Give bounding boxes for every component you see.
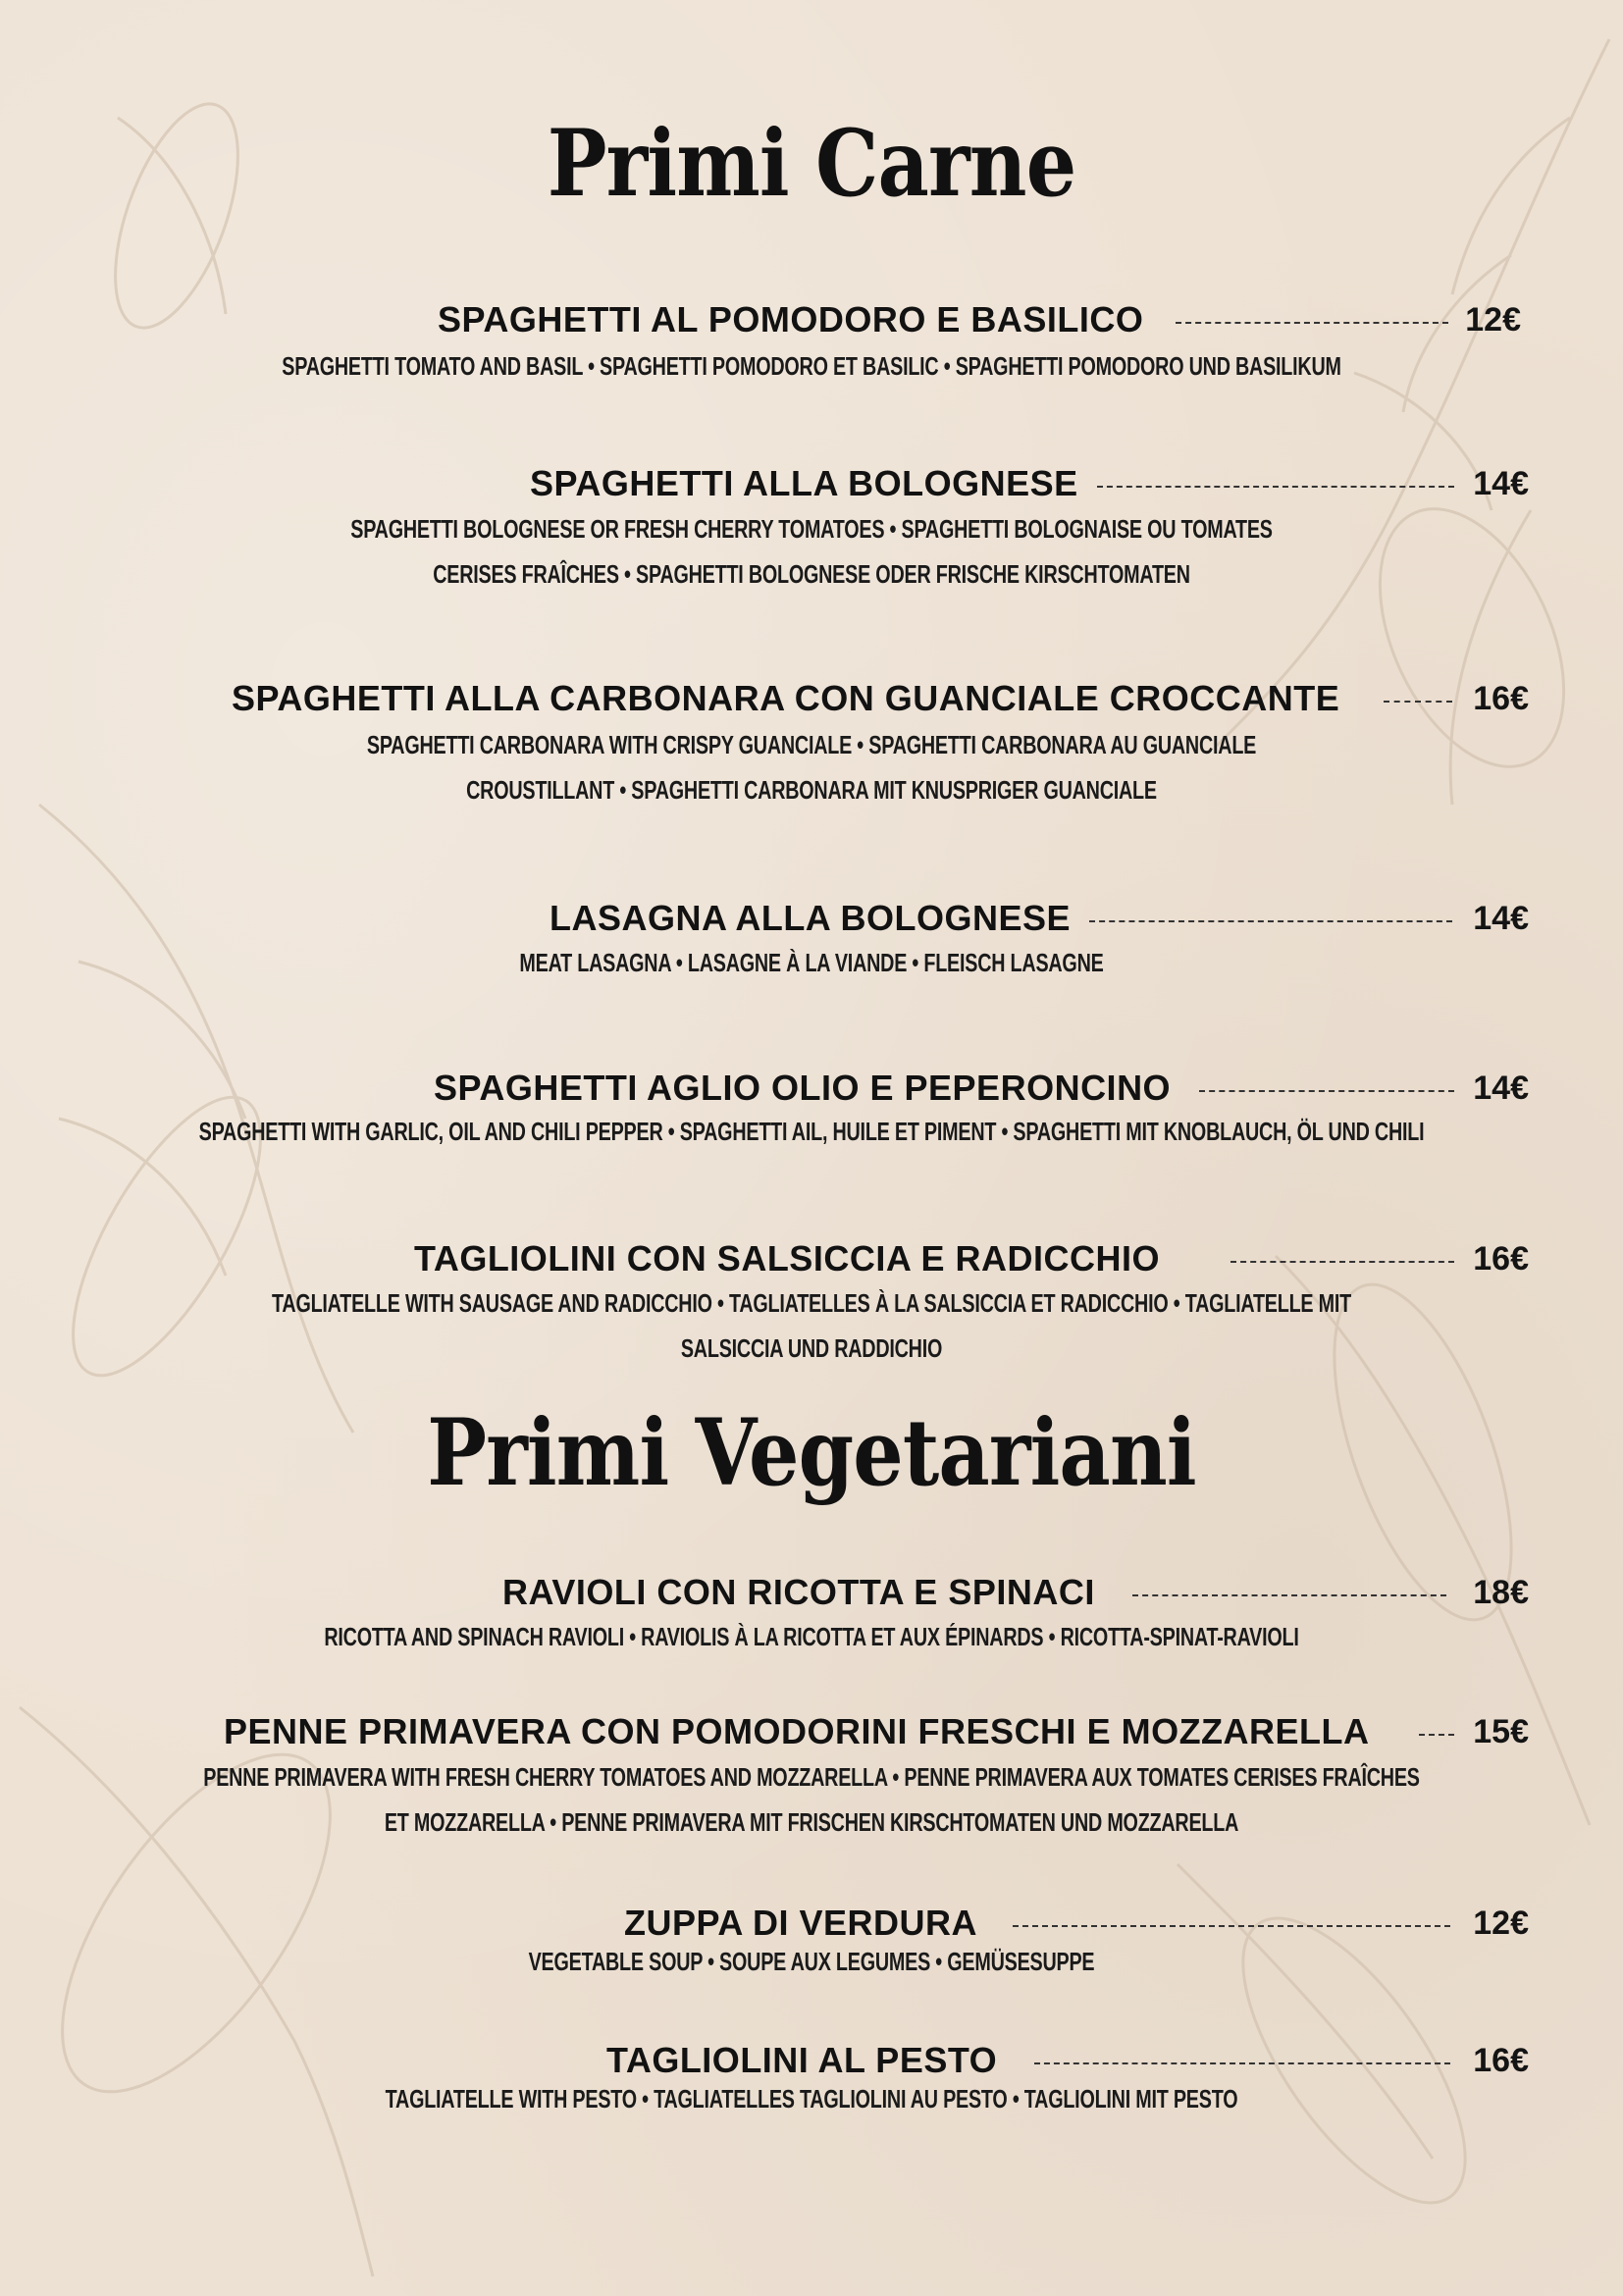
- leader-dots: [1034, 2062, 1450, 2064]
- menu-item-price: 15€: [1473, 1713, 1529, 1750]
- menu-item-description: ET MOZZARELLA • PENNE PRIMAVERA MIT FRISCHEN KIRSCHTOMATEN UND MOZZARELLA: [384, 1807, 1239, 1837]
- menu-item-name: PENNE PRIMAVERA CON POMODORINI FRESCHI E MOZZARELLA: [224, 1711, 1370, 1751]
- menu-item-description: CERISES FRAÎCHES • SPAGHETTI BOLOGNESE ODER FRISCHE KIRSCHTOMATEN: [433, 559, 1190, 589]
- menu-item-description: SPAGHETTI CARBONARA WITH CRISPY GUANCIALE • SPAGHETTI CARBONARA AU GUANCIALE: [366, 730, 1257, 759]
- menu-item-name: LASAGNA ALLA BOLOGNESE: [550, 898, 1071, 938]
- leader-dots: [1089, 920, 1452, 922]
- menu-item-description: MEAT LASAGNA • LASAGNE À LA VIANDE • FLEISCH LASAGNE: [519, 948, 1104, 977]
- menu-item-description: TAGLIATELLE WITH SAUSAGE AND RADICCHIO • TAGLIATELLES À LA SALSICCIA ET RADICCHIO • TAGLIATELLE MIT: [272, 1288, 1351, 1318]
- menu-item-description: SPAGHETTI BOLOGNESE OR FRESH CHERRY TOMATOES • SPAGHETTI BOLOGNAISE OU TOMATES: [350, 514, 1273, 544]
- menu-item-name: SPAGHETTI AGLIO OLIO E PEPERONCINO: [434, 1068, 1172, 1108]
- menu-item-price: 12€: [1465, 301, 1521, 339]
- leader-dots: [1013, 1925, 1450, 1927]
- leader-dots: [1419, 1734, 1454, 1736]
- menu-item-description: PENNE PRIMAVERA WITH FRESH CHERRY TOMATOES AND MOZZARELLA • PENNE PRIMAVERA AUX TOMATES CERISES FRAÎCHES: [203, 1762, 1420, 1792]
- section-title-primi-carne: Primi Carne: [547, 110, 1076, 218]
- leader-dots: [1132, 1594, 1446, 1596]
- menu-item-price: 14€: [1473, 465, 1529, 502]
- menu-item-name: TAGLIOLINI CON SALSICCIA E RADICCHIO: [414, 1238, 1160, 1278]
- menu-item-description: SALSICCIA UND RADDICHIO: [680, 1333, 943, 1363]
- menu-item-price: 18€: [1473, 1574, 1529, 1611]
- menu-item-price: 16€: [1473, 1240, 1529, 1278]
- leader-dots: [1097, 486, 1454, 488]
- leader-dots: [1199, 1090, 1454, 1092]
- menu-item-description: TAGLIATELLE WITH PESTO • TAGLIATELLES TAGLIOLINI AU PESTO • TAGLIOLINI MIT PESTO: [385, 2084, 1238, 2113]
- menu-item-name: RAVIOLI CON RICOTTA E SPINACI: [502, 1572, 1095, 1612]
- menu-item-name: ZUPPA DI VERDURA: [624, 1903, 978, 1943]
- menu-item-name: SPAGHETTI ALLA CARBONARA CON GUANCIALE CROCCANTE: [232, 678, 1340, 718]
- leader-dots: [1176, 322, 1448, 324]
- menu-item-description: SPAGHETTI WITH GARLIC, OIL AND CHILI PEPPER • SPAGHETTI AIL, HUILE ET PIMENT • SPAGHETTI MIT KNOBLAUCH, ÖL UND CHILI: [198, 1117, 1425, 1146]
- leader-dots: [1230, 1261, 1454, 1263]
- leader-dots: [1384, 701, 1452, 703]
- menu-item-name: TAGLIOLINI AL PESTO: [606, 2040, 998, 2080]
- menu-item-price: 14€: [1473, 1070, 1529, 1107]
- menu-item-price: 14€: [1473, 900, 1529, 937]
- menu-item-name: SPAGHETTI ALLA BOLOGNESE: [530, 463, 1078, 503]
- menu-item-price: 16€: [1473, 680, 1529, 717]
- menu-item-price: 12€: [1473, 1905, 1529, 1942]
- menu-item-description: SPAGHETTI TOMATO AND BASIL • SPAGHETTI POMODORO ET BASILIC • SPAGHETTI POMODORO UND BASILIKUM: [282, 351, 1341, 381]
- menu-item-name: SPAGHETTI AL POMODORO E BASILICO: [438, 299, 1144, 339]
- menu-item-price: 16€: [1473, 2042, 1529, 2079]
- menu-item-description: CROUSTILLANT • SPAGHETTI CARBONARA MIT KNUSPRIGER GUANCIALE: [466, 775, 1157, 805]
- menu-item-description: RICOTTA AND SPINACH RAVIOLI • RAVIOLIS À LA RICOTTA ET AUX ÉPINARDS • RICOTTA-SPINAT-RAVIOLI: [324, 1622, 1299, 1651]
- menu-item-description: VEGETABLE SOUP • SOUPE AUX LEGUMES • GEMÜSESUPPE: [528, 1947, 1095, 1976]
- section-title-primi-vegetariani: Primi Vegetariani: [427, 1399, 1196, 1507]
